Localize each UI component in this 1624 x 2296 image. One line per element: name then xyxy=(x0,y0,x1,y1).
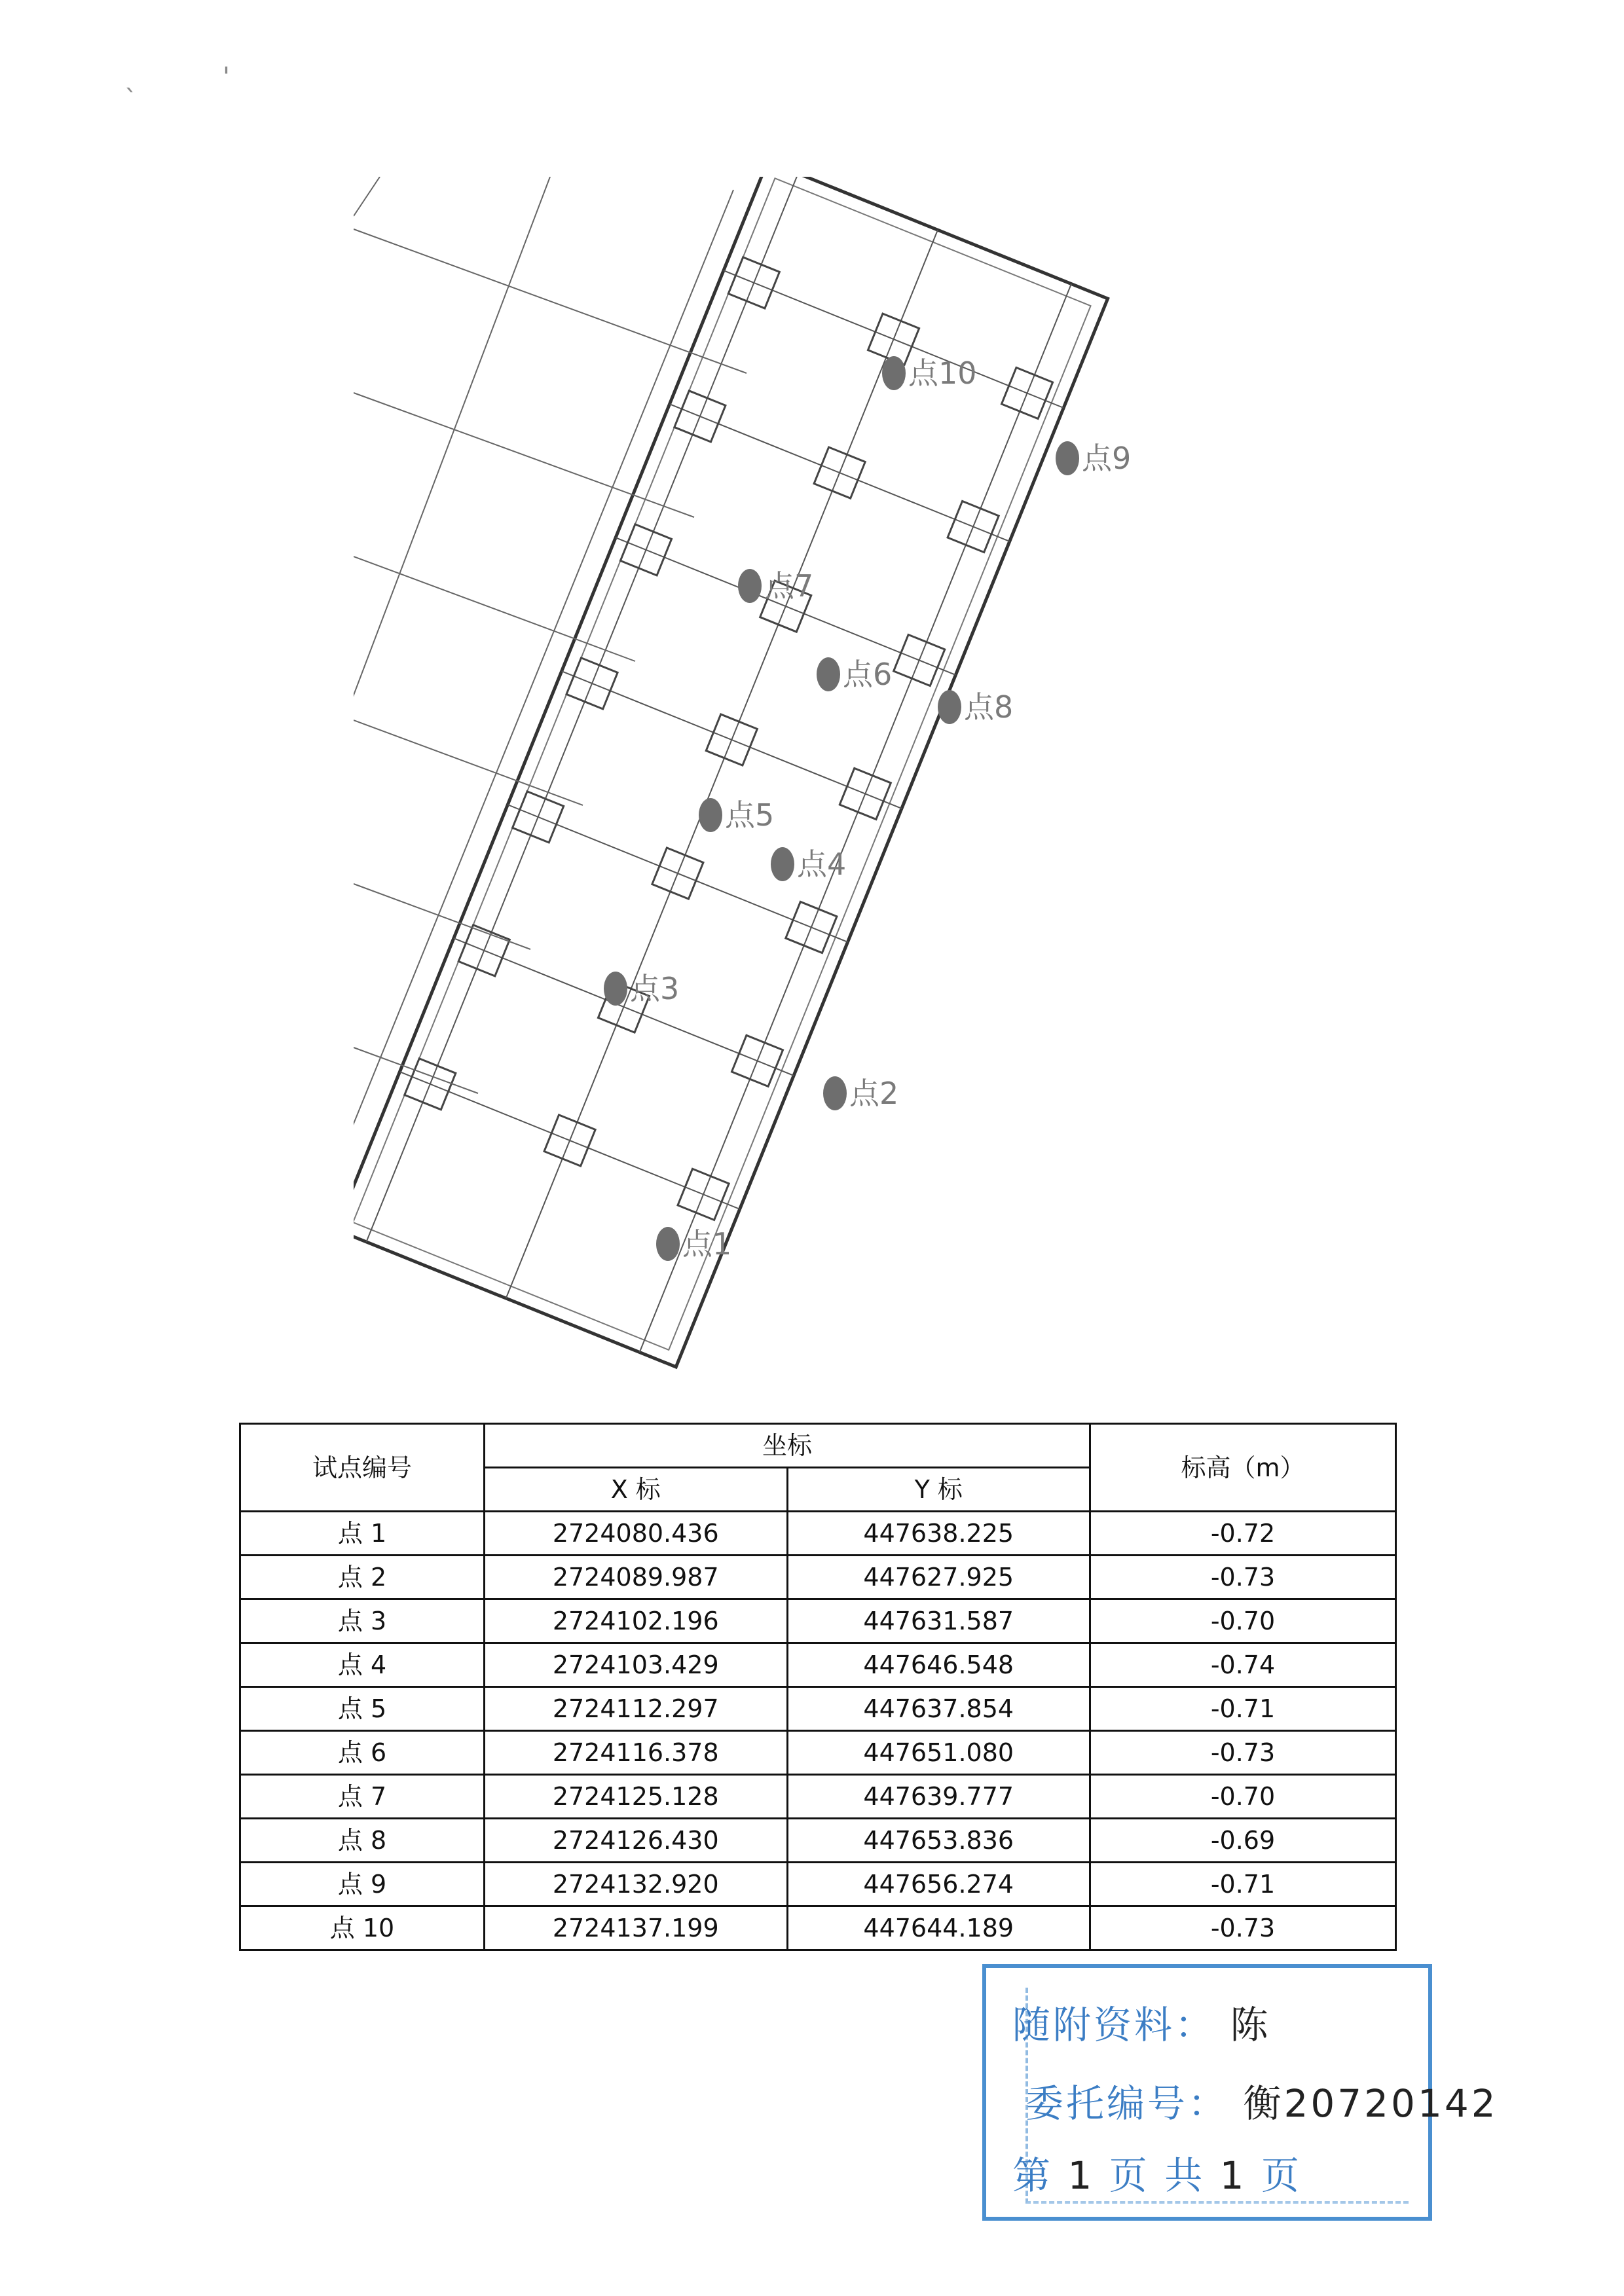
table-row xyxy=(240,1512,1396,1556)
cell-point-id: 点 5 xyxy=(240,1687,485,1731)
table-row xyxy=(240,1643,1396,1687)
cell-x: 2724116.378 xyxy=(485,1731,788,1775)
test-point-label: 点1 xyxy=(682,1226,732,1262)
stamp-page-prefix: 第 xyxy=(1012,2153,1054,2198)
stamp-line-page xyxy=(1012,2145,1302,2200)
scan-speck: ` xyxy=(124,85,138,115)
stamp-page-suffix: 页 xyxy=(1261,2153,1302,2198)
table-row xyxy=(240,1775,1396,1819)
header-y: Y 标 xyxy=(787,1468,1090,1512)
test-point-marker xyxy=(1056,441,1079,475)
test-point-label: 点7 xyxy=(764,568,814,604)
cell-elevation: -0.70 xyxy=(1090,1599,1396,1643)
cell-elevation: -0.69 xyxy=(1090,1819,1396,1863)
stamp-entrust-no-label: 委托编号： xyxy=(1025,2081,1229,2126)
cell-y: 447656.274 xyxy=(787,1863,1090,1906)
cell-x: 2724102.196 xyxy=(485,1599,788,1643)
stamp-entrust-no-value: 衡20720142 xyxy=(1243,2081,1498,2126)
cell-y: 447637.854 xyxy=(787,1687,1090,1731)
cell-point-id: 点 9 xyxy=(240,1863,485,1906)
test-point-marker xyxy=(738,569,762,603)
axis-line xyxy=(354,177,380,216)
grid-line xyxy=(454,938,794,1076)
cell-y: 447639.777 xyxy=(787,1775,1090,1819)
axis-line xyxy=(354,884,530,949)
scan-speck: ' xyxy=(223,62,230,92)
table-row xyxy=(240,1906,1396,1950)
test-point-label: 点3 xyxy=(630,971,680,1006)
header-x: X 标 xyxy=(485,1468,788,1512)
test-point-label: 点6 xyxy=(843,657,893,692)
cell-x: 2724080.436 xyxy=(485,1512,788,1556)
stamp-page-total: 1 xyxy=(1219,2153,1247,2198)
test-point-marker xyxy=(604,972,627,1006)
test-point-marker xyxy=(699,798,722,832)
cell-elevation: -0.70 xyxy=(1090,1775,1396,1819)
cell-elevation: -0.73 xyxy=(1090,1556,1396,1599)
stamp-page-middle: 页 共 xyxy=(1109,2153,1206,2198)
axis-line xyxy=(354,556,635,661)
table-row xyxy=(240,1863,1396,1906)
cell-x: 2724112.297 xyxy=(485,1687,788,1731)
test-point-marker xyxy=(938,690,961,724)
cell-y: 447651.080 xyxy=(787,1731,1090,1775)
test-point-marker xyxy=(823,1076,847,1110)
table-row xyxy=(240,1556,1396,1599)
stamp-line-attachments xyxy=(1012,1994,1270,2049)
header-coordinates: 坐标 xyxy=(485,1424,1090,1468)
cell-point-id: 点 2 xyxy=(240,1556,485,1599)
cell-point-id: 点 3 xyxy=(240,1599,485,1643)
table-row xyxy=(240,1687,1396,1731)
cell-elevation: -0.74 xyxy=(1090,1643,1396,1687)
table-row xyxy=(240,1819,1396,1863)
cell-elevation: -0.71 xyxy=(1090,1863,1396,1906)
stamp-attachments-label: 随附资料： xyxy=(1012,2003,1216,2047)
cell-point-id: 点 6 xyxy=(240,1731,485,1775)
cell-y: 447631.587 xyxy=(787,1599,1090,1643)
table-row xyxy=(240,1599,1396,1643)
cell-x: 2724089.987 xyxy=(485,1556,788,1599)
test-point-marker xyxy=(882,356,906,390)
cell-point-id: 点 7 xyxy=(240,1775,485,1819)
grid-line xyxy=(670,404,1010,541)
coordinate-table xyxy=(239,1423,1397,1951)
cell-point-id: 点 4 xyxy=(240,1643,485,1687)
grid-line xyxy=(616,538,955,675)
cell-elevation: -0.72 xyxy=(1090,1512,1396,1556)
test-point-label: 点4 xyxy=(797,847,847,882)
stamp-page-number: 1 xyxy=(1067,2153,1095,2198)
site-plan-drawing xyxy=(354,177,1251,1421)
axis-line xyxy=(354,190,733,1172)
cell-x: 2724103.429 xyxy=(485,1643,788,1687)
cell-y: 447653.836 xyxy=(787,1819,1090,1863)
cell-x: 2724125.128 xyxy=(485,1775,788,1819)
test-point-label: 点9 xyxy=(1082,441,1132,476)
cell-elevation: -0.71 xyxy=(1090,1687,1396,1731)
cell-point-id: 点 8 xyxy=(240,1819,485,1863)
grid-line xyxy=(366,177,798,1242)
grid-line xyxy=(399,1072,739,1209)
cell-y: 447646.548 xyxy=(787,1643,1090,1687)
stamp-attachments-value: 陈 xyxy=(1230,2003,1271,2047)
axis-line xyxy=(354,720,583,805)
cell-x: 2724126.430 xyxy=(485,1819,788,1863)
cell-point-id: 点 10 xyxy=(240,1906,485,1950)
test-point-marker xyxy=(656,1227,680,1261)
header-elevation: 标高（m） xyxy=(1090,1424,1396,1512)
cell-point-id: 点 1 xyxy=(240,1512,485,1556)
cell-y: 447644.189 xyxy=(787,1906,1090,1950)
header-point-id: 试点编号 xyxy=(240,1424,485,1512)
test-point-label: 点5 xyxy=(725,797,775,833)
cell-elevation: -0.73 xyxy=(1090,1906,1396,1950)
test-point-label: 点2 xyxy=(849,1076,899,1111)
test-point-label: 点10 xyxy=(908,355,977,391)
site-plan-svg xyxy=(354,177,1251,1421)
entrust-stamp xyxy=(982,1964,1498,2221)
axis-line xyxy=(354,1048,478,1093)
cell-elevation: -0.73 xyxy=(1090,1731,1396,1775)
grid-line xyxy=(506,230,938,1298)
cell-y: 447627.925 xyxy=(787,1556,1090,1599)
cell-x: 2724137.199 xyxy=(485,1906,788,1950)
table-row xyxy=(240,1731,1396,1775)
axis-line xyxy=(354,177,550,799)
test-point-marker xyxy=(817,657,840,691)
building-outline xyxy=(354,177,1108,1367)
cell-y: 447638.225 xyxy=(787,1512,1090,1556)
cell-x: 2724132.920 xyxy=(485,1863,788,1906)
test-point-label: 点8 xyxy=(964,689,1014,725)
stamp-line-entrust-no xyxy=(1025,2073,1498,2128)
test-point-marker xyxy=(771,847,794,881)
